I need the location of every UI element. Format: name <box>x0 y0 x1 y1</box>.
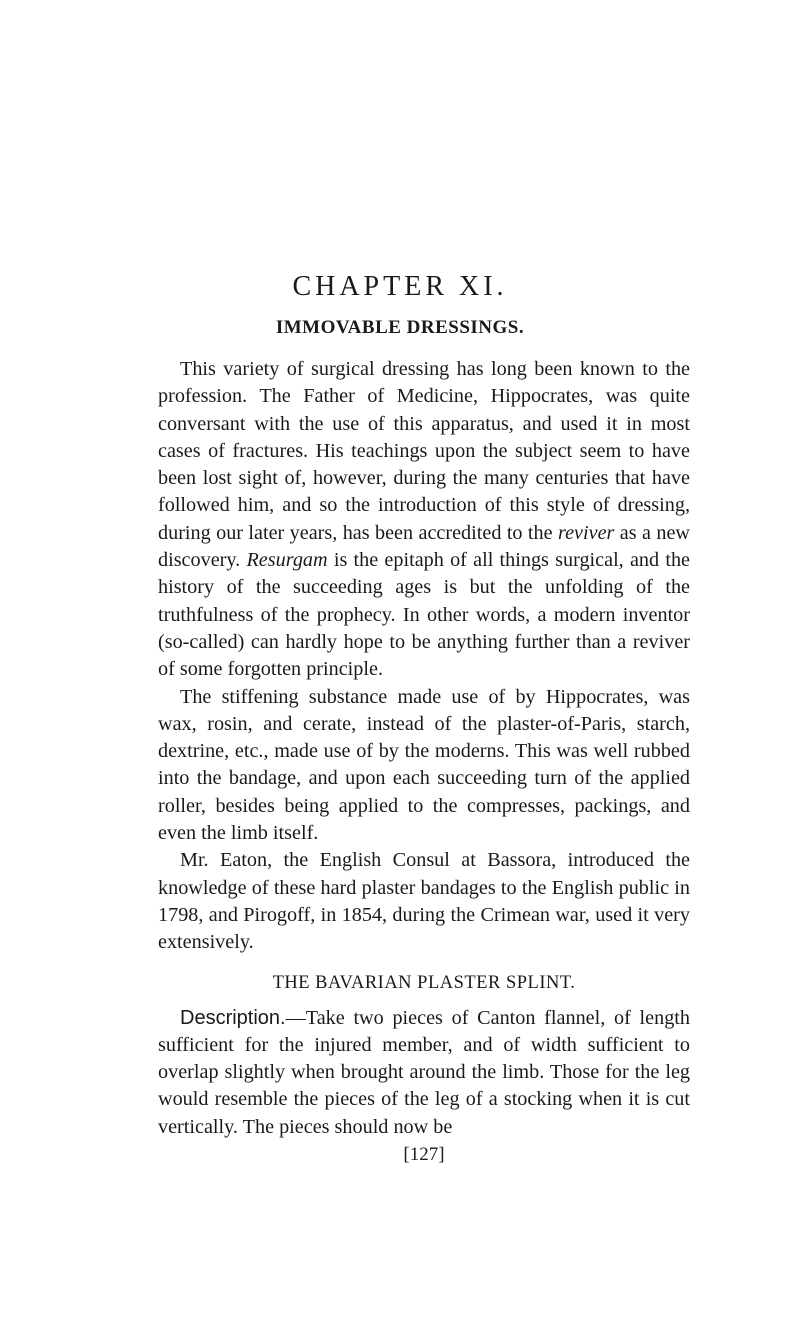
section-title: IMMOVABLE DRESSINGS. <box>275 317 525 338</box>
intro-text-part-3: is the epitaph of all things surgical, and the history of the succeeding ages is but the unfolding of the truthfulness of the prophecy. In other words, a modern inventor (so-called) can hardly hope to be anything further than a reviver of some forgotten principle. <box>158 549 691 681</box>
description-text: —Take two pieces of Canton flannel, of length sufficient for the injured member, and of width sufficient to overlap slightly when brought around the limb. Those for the leg would resemble the pieces of the leg of a stocking when it is cut vertically. The pieces should now be <box>158 1006 690 1138</box>
paragraph-intro-text <box>158 356 690 684</box>
spacer <box>158 957 690 971</box>
paragraph-description <box>158 1005 690 1141</box>
description-lead: Description. <box>180 1006 286 1029</box>
intro-text-part-1: This variety of surgical dressing has long been known to the profession. The Father of Medicine, Hippocrates, was quite conversant with the use of this apparatus, and used it in most cases of fractures. His teachings upon the subject seem to have been lost sight of, however, during the many centuries that have followed him, and so the introduction of this style of dressing, during our later years, has been accredited to the <box>158 358 690 544</box>
intro-emphasis-reviver: reviver <box>557 521 615 544</box>
paragraph-intro <box>158 356 690 1167</box>
intro-text-part-2: as a new discovery. <box>158 521 690 572</box>
paragraph-stiffening: The stiffening substance made use of by Hippocrates, was wax, rosin, and cerate, instead of the plaster-of-Paris, starch, dextrine, etc., made use of by the moderns. This was well rubbed into the bandage, and upon each succeeding turn of the applied roller, besides being applied to the compresses, packings, and even the limb itself. <box>158 685 690 845</box>
chapter-title: CHAPTER XI. <box>292 271 508 302</box>
spacer <box>158 995 690 1005</box>
paragraph-eaton: Mr. Eaton, the English Consul at Bassora, introduced the knowledge of these hard plaster bandages to the English public in 1798, and Pirogoff, in 1854, during the Crimean war, used it very extensively. <box>158 849 690 954</box>
intro-emphasis-resurgam: Resurgam <box>246 549 328 572</box>
subsection-title: THE BAVARIAN PLASTER SPLINT. <box>272 972 576 993</box>
page-number: [127] <box>403 1144 445 1166</box>
